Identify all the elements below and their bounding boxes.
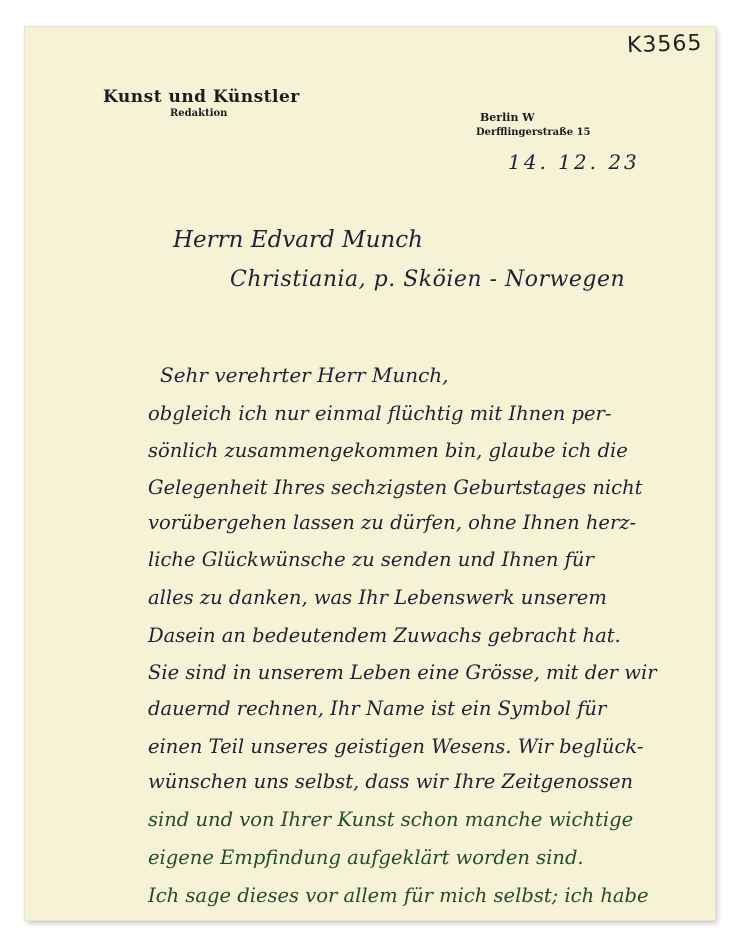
body-line: sönlich zusammengekommen bin, glaube ich die (148, 439, 628, 462)
body-line: einen Teil unseres geistigen Wesens. Wir beglück- (148, 735, 644, 758)
body-line: Ich sage dieses vor allem für mich selbst; ich habe (148, 884, 649, 907)
salutation: Sehr verehrter Herr Munch, (160, 363, 449, 387)
letterhead-city: Berlin W (480, 111, 535, 124)
body-line: Dasein an bedeutendem Zuwachs gebracht hat. (148, 624, 621, 647)
body-line: Sie sind in unserem Leben eine Grösse, mit der wir (148, 661, 657, 684)
body-line: liche Glückwünsche zu senden und Ihnen für (148, 548, 594, 571)
body-line: eigene Empfindung aufgeklärt worden sind. (148, 846, 584, 869)
body-line: dauernd rechnen, Ihr Name ist ein Symbol für (148, 697, 607, 720)
letterhead-street: Derfflingerstraße 15 (476, 127, 591, 138)
letter-date: 14. 12. 23 (508, 150, 640, 174)
body-line: wünschen uns selbst, dass wir Ihre Zeitgenossen (148, 770, 634, 793)
recipient-name: Herrn Edvard Munch (173, 227, 423, 253)
recipient-address: Christiania, p. Sköien - Norwegen (230, 267, 626, 292)
body-line: alles zu danken, was Ihr Lebenswerk unserem (148, 586, 607, 609)
letterhead-subtitle: Redaktion (170, 108, 228, 119)
body-line: Gelegenheit Ihres sechzigsten Geburtstages nicht (148, 476, 643, 499)
letterhead-title: Kunst und Künstler (103, 87, 300, 107)
body-line: obgleich ich nur einmal flüchtig mit Ihnen per- (148, 402, 612, 425)
body-line: sind und von Ihrer Kunst schon manche wichtige (148, 808, 634, 831)
archive-number: K3565 (626, 30, 703, 59)
body-line: vorübergehen lassen zu dürfen, ohne Ihnen herz- (148, 511, 637, 534)
